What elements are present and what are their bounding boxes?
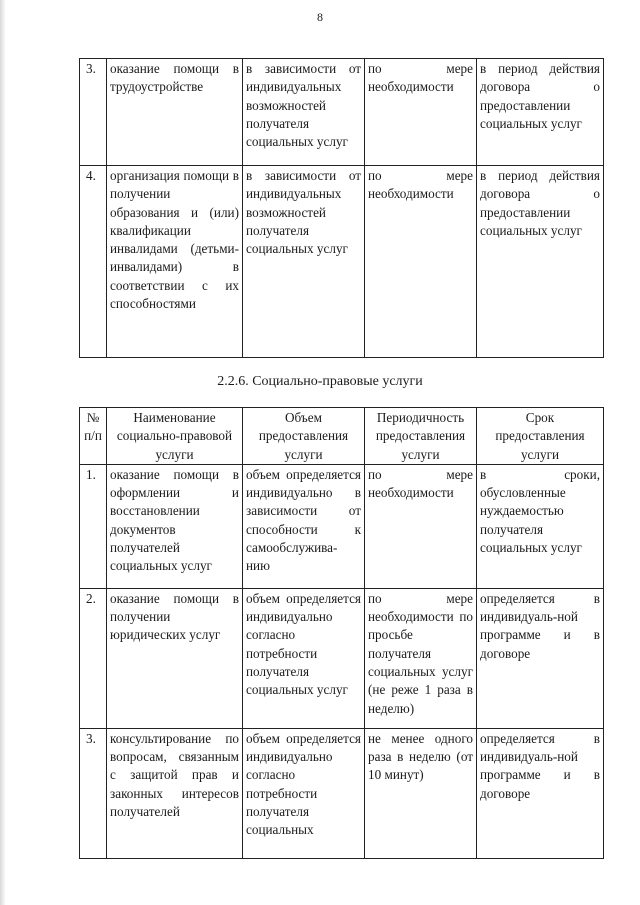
row-number: 1. bbox=[80, 464, 107, 588]
service-volume: в зависимости от индивидуальных возможностей получателя социальных услуг bbox=[243, 166, 365, 358]
table-row bbox=[80, 59, 604, 166]
section-title: 2.2.6. Социально-правовые услуги bbox=[217, 374, 423, 389]
row-number: 2. bbox=[80, 588, 107, 728]
service-periodicity: по мере необходимости bbox=[365, 464, 477, 588]
service-name: оказание помощи в трудоустройстве bbox=[107, 59, 243, 166]
service-name: консультирование по вопросам, связанным с защитой прав и законных интересов получателей bbox=[107, 728, 243, 858]
service-periodicity: не менее одного раза в неделю (от 10 минут) bbox=[365, 728, 477, 858]
table-row bbox=[80, 166, 604, 358]
header-number: № п/п bbox=[80, 408, 107, 465]
row-number: 4. bbox=[80, 166, 107, 358]
header-name: Наименование социально-правовой услуги bbox=[107, 408, 243, 465]
table-row bbox=[80, 728, 604, 858]
table-header-row bbox=[80, 408, 604, 465]
service-name: оказание помощи в оформлении и восстановлении документов получателей социальных услуг bbox=[107, 464, 243, 588]
legal-services-table bbox=[79, 407, 604, 859]
header-term: Срок предоставления услуги bbox=[477, 408, 604, 465]
service-term: в период действия договора о предоставлении социальных услуг bbox=[477, 59, 604, 166]
row-number: 3. bbox=[80, 59, 107, 166]
header-periodicity: Периодичность предоставления услуги bbox=[365, 408, 477, 465]
services-table-continued bbox=[79, 58, 604, 358]
header-volume: Объем предоставления услуги bbox=[243, 408, 365, 465]
service-term: в период действия договора о предоставлении социальных услуг bbox=[477, 166, 604, 358]
row-number: 3. bbox=[80, 728, 107, 858]
service-volume: в зависимости от индивидуальных возможностей получателя социальных услуг bbox=[243, 59, 365, 166]
service-name: оказание помощи в получении юридических услуг bbox=[107, 588, 243, 728]
service-volume: объем определяется индивидуально согласно потребности получателя социальных услуг bbox=[243, 588, 365, 728]
service-volume: объем определяется индивидуально в зависимости от способности к самообслужива-нию bbox=[243, 464, 365, 588]
service-periodicity: по мере необходимости bbox=[365, 166, 477, 358]
service-periodicity: по мере необходимости по просьбе получателя социальных услуг (не реже 1 раза в неделю) bbox=[365, 588, 477, 728]
table-row bbox=[80, 588, 604, 728]
service-term: определяется в индивидуаль-ной программе и в договоре bbox=[477, 588, 604, 728]
service-term: определяется в индивидуаль-ной программе и в договоре bbox=[477, 728, 604, 858]
page-number: 8 bbox=[317, 10, 323, 24]
table-row bbox=[80, 464, 604, 588]
service-volume: объем определяется индивидуально согласно потребности получателя социальных bbox=[243, 728, 365, 858]
service-name: организация помощи в получении образования и (или) квалификации инвалидами (детьми-инвалидами) в соответствии с их способностями bbox=[107, 166, 243, 358]
service-term: в сроки, обусловленные нуждаемостью получателя социальных услуг bbox=[477, 464, 604, 588]
service-periodicity: по мере необходимости bbox=[365, 59, 477, 166]
scan-edge-shadow bbox=[0, 0, 6, 905]
